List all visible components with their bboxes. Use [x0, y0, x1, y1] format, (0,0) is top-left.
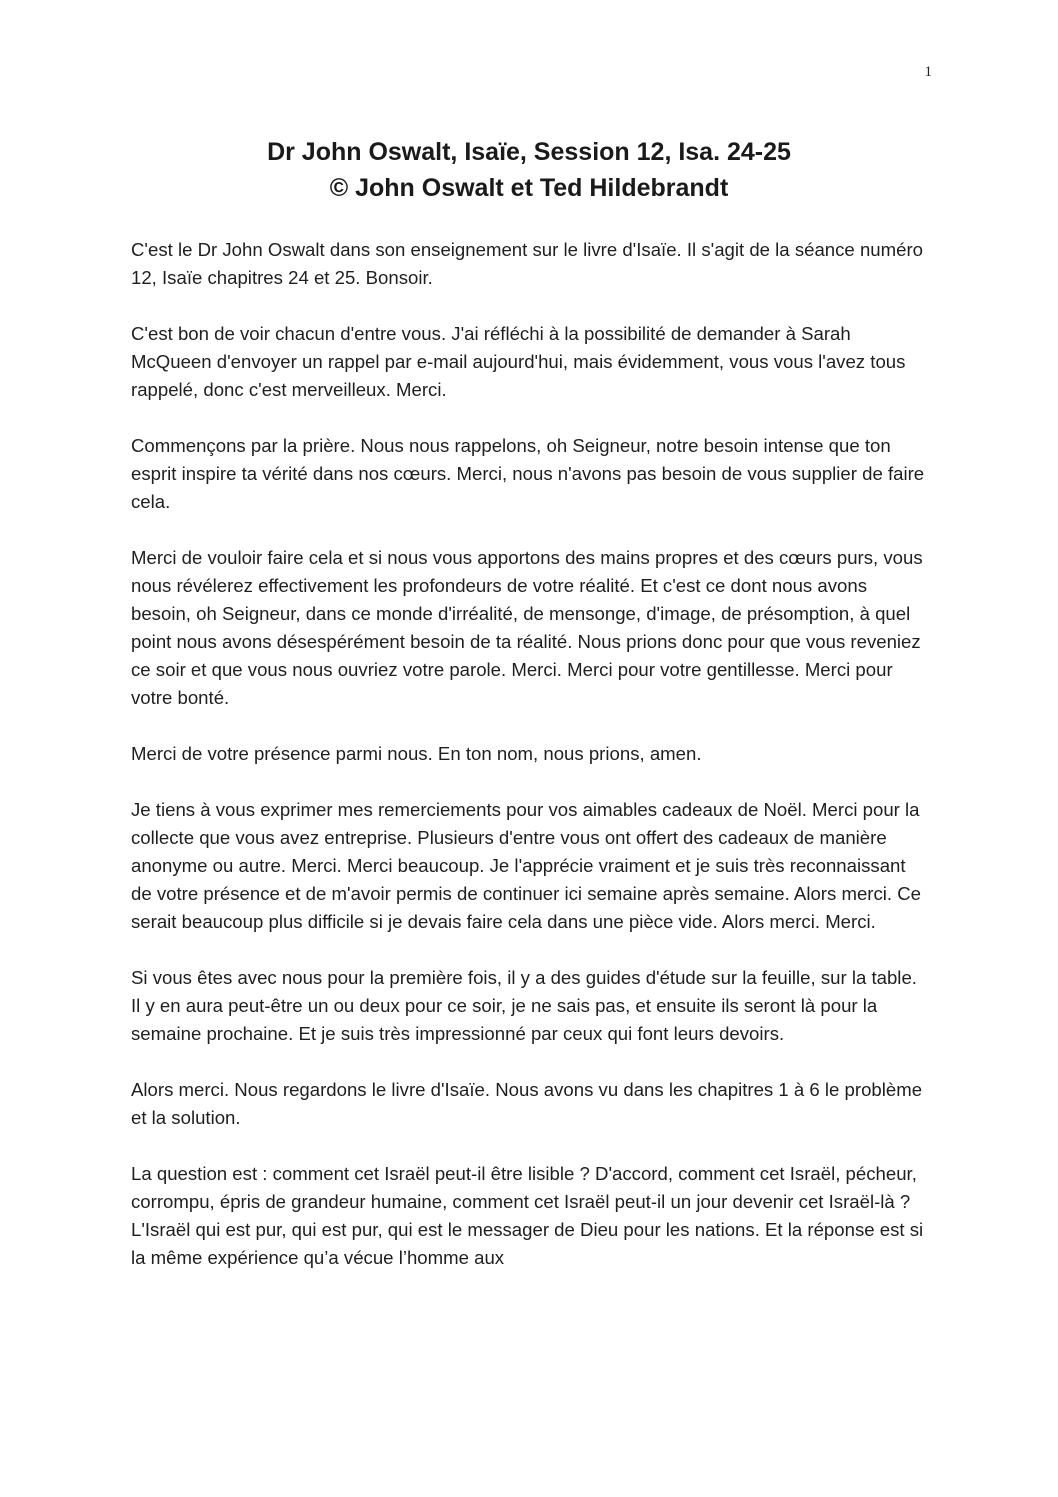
paragraph: Merci de vouloir faire cela et si nous vous apportons des mains propres et des cœurs purs, vous nous révélerez effectivement les profondeurs de votre réalité. Et c'est ce dont nous avons besoin, oh Seigneur, dans ce monde d'irréalité, de mensonge, d'image, de présomption, à quel point nous avons désespérément besoin de ta réalité. Nous prions donc pour que vous reveniez ce soir et que vous nous ouvriez votre parole. Merci. Merci pour votre gentillesse. Merci pour votre bonté. [131, 547, 923, 708]
title-line-2: © John Oswalt et Ted Hildebrandt [329, 174, 729, 202]
page-number: 1 [924, 64, 932, 80]
title-line-1: Dr John Oswalt, Isaïe, Session 12, Isa. 24-25 [267, 138, 791, 166]
paragraph: Merci de votre présence parmi nous. En ton nom, nous prions, amen. [131, 743, 702, 764]
document-title [0, 134, 1058, 206]
paragraph: La question est : comment cet Israël peut-il être lisible ? D'accord, comment cet Israël, pécheur, corrompu, épris de grandeur humaine, comment cet Israël peut-il un jour devenir cet Israël-là ? L'Israël qui est pur, qui est pur, qui est le messager de Dieu pour les nations. Et la réponse est si la même expérience qu’a vécue l’homme aux [131, 1163, 924, 1268]
paragraph: Si vous êtes avec nous pour la première fois, il y a des guides d'étude sur la feuille, sur la table. Il y en aura peut-être un ou deux pour ce soir, je ne sais pas, et ensuite ils seront là pour la semaine prochaine. Et je suis très impressionné par ceux qui font leurs devoirs. [131, 967, 917, 1044]
paragraph: C'est bon de voir chacun d'entre vous. J'ai réfléchi à la possibilité de demander à Sarah McQueen d'envoyer un rappel par e-mail aujourd'hui, mais évidemment, vous vous l'avez tous rappelé, donc c'est merveilleux. Merci. [131, 323, 906, 400]
paragraph: C'est le Dr John Oswalt dans son enseignement sur le livre d'Isaïe. Il s'agit de la séance numéro 12, Isaïe chapitres 24 et 25. Bonsoir. [131, 239, 923, 288]
paragraph: Commençons par la prière. Nous nous rappelons, oh Seigneur, notre besoin intense que ton esprit inspire ta vérité dans nos cœurs. Merci, nous n'avons pas besoin de vous supplier de faire cela. [131, 435, 925, 512]
document-body [131, 236, 931, 1300]
paragraph: Je tiens à vous exprimer mes remerciements pour vos aimables cadeaux de Noël. Merci pour la collecte que vous avez entreprise. Plusieurs d'entre vous ont offert des cadeaux de manière anonyme ou autre. Merci. Merci beaucoup. Je l'apprécie vraiment et je suis très reconnaissant de votre présence et de m'avoir permis de continuer ici semaine après semaine. Alors merci. Ce serait beaucoup plus difficile si je devais faire cela dans une pièce vide. Alors merci. Merci. [131, 799, 922, 932]
paragraph: Alors merci. Nous regardons le livre d'Isaïe. Nous avons vu dans les chapitres 1 à 6 le problème et la solution. [131, 1079, 923, 1128]
